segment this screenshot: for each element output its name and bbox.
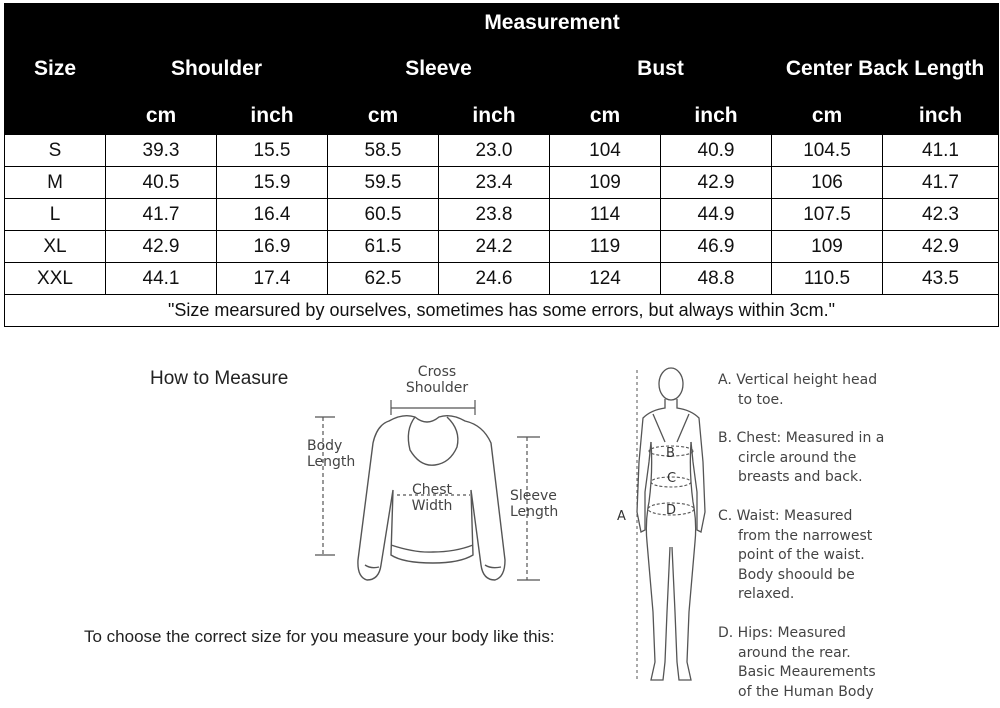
legend-line: around the rear. <box>738 644 851 661</box>
measurement-header: Measurement <box>106 4 999 42</box>
size-rows <box>5 135 999 295</box>
legend-line: of the Human Body <box>738 683 874 700</box>
measurement-cell: 62.5 <box>328 263 439 295</box>
marker-d: D <box>666 503 677 518</box>
unit-header: cm <box>550 97 661 135</box>
measurement-cell: 42.3 <box>883 199 999 231</box>
unit-header: cm <box>106 97 217 135</box>
unit-header: cm <box>772 97 883 135</box>
cross-shoulder-label <box>402 364 472 396</box>
group-header-bust: Bust <box>550 42 772 97</box>
table-row <box>5 199 999 231</box>
measurement-cell: 60.5 <box>328 199 439 231</box>
legend-line: Basic Meaurements <box>738 664 876 680</box>
measurement-cell: 41.7 <box>883 167 999 199</box>
unit-header: cm <box>328 97 439 135</box>
sleeve-length-label-line: Sleeve <box>510 488 557 504</box>
unit-header: inch <box>661 97 772 135</box>
measurement-cell: 17.4 <box>217 263 328 295</box>
legend-line: circle around the <box>738 449 857 466</box>
measurement-cell: 24.2 <box>439 231 550 263</box>
chest-width-label-line: Width <box>411 498 453 514</box>
unit-header: inch <box>439 97 550 135</box>
legend-line: A. Vertical height head <box>718 372 878 388</box>
size-label-cell: L <box>5 199 106 231</box>
measurement-cell: 124 <box>550 263 661 295</box>
size-chart-table <box>4 3 999 327</box>
measurement-cell: 15.9 <box>217 167 328 199</box>
measurement-cell: 41.1 <box>883 135 999 167</box>
sleeve-length-label <box>510 488 558 520</box>
legend-a <box>718 371 877 410</box>
group-header-shoulder: Shoulder <box>106 42 328 97</box>
legend-line: to toe. <box>738 391 784 408</box>
table-row <box>5 231 999 263</box>
measurement-cell: 104.5 <box>772 135 883 167</box>
measurement-cell: 42.9 <box>883 231 999 263</box>
unit-header: inch <box>883 97 999 135</box>
measurement-cell: 58.5 <box>328 135 439 167</box>
measurement-cell: 109 <box>550 167 661 199</box>
measurement-cell: 46.9 <box>661 231 772 263</box>
measurement-cell: 107.5 <box>772 199 883 231</box>
cross-shoulder-label-line: Cross <box>417 364 457 380</box>
body-length-label-line: Length <box>307 454 356 470</box>
measurement-note: "Size mearsured by ourselves, sometimes has some errors, but always within 3cm." <box>5 295 999 327</box>
group-header-center-back-length: Center Back Length <box>772 42 999 97</box>
legend-line: Body shoould be <box>738 566 855 583</box>
measurement-cell: 106 <box>772 167 883 199</box>
cross-shoulder-label-line: Shoulder <box>405 380 469 396</box>
measurement-cell: 42.9 <box>106 231 217 263</box>
legend-line: C. Waist: Measured <box>718 508 853 524</box>
unit-header: inch <box>217 97 328 135</box>
measurement-cell: 40.5 <box>106 167 217 199</box>
legend-c <box>718 507 872 605</box>
measurement-cell: 42.9 <box>661 167 772 199</box>
legend-line: breasts and back. <box>738 469 863 485</box>
measurement-cell: 59.5 <box>328 167 439 199</box>
measurement-cell: 104 <box>550 135 661 167</box>
measurement-cell: 61.5 <box>328 231 439 263</box>
body-length-label-line: Body <box>307 438 343 454</box>
measurement-cell: 44.9 <box>661 199 772 231</box>
instruction-text: To choose the correct size for you measure your body like this: <box>84 627 555 646</box>
legend-d <box>718 624 876 702</box>
marker-a: A <box>617 509 626 524</box>
measurement-cell: 114 <box>550 199 661 231</box>
marker-b: B <box>666 446 675 461</box>
table-row <box>5 135 999 167</box>
measurement-cell: 48.8 <box>661 263 772 295</box>
body-length-label <box>307 438 355 470</box>
measurement-cell: 110.5 <box>772 263 883 295</box>
chest-width-label-line: Chest <box>411 482 453 498</box>
size-label-cell: S <box>5 135 106 167</box>
measurement-cell: 16.4 <box>217 199 328 231</box>
human-body-diagram <box>615 362 715 692</box>
measurement-cell: 44.1 <box>106 263 217 295</box>
legend-line: point of the waist. <box>738 547 865 563</box>
measurement-cell: 41.7 <box>106 199 217 231</box>
size-label-cell: XXL <box>5 263 106 295</box>
measurement-cell: 39.3 <box>106 135 217 167</box>
measurement-cell: 119 <box>550 231 661 263</box>
legend-line: D. Hips: Measured <box>718 625 846 641</box>
measurement-cell: 15.5 <box>217 135 328 167</box>
sleeve-length-label-line: Length <box>510 504 559 520</box>
size-label-cell: M <box>5 167 106 199</box>
how-to-measure-title: How to Measure <box>150 368 289 389</box>
measurement-cell: 23.8 <box>439 199 550 231</box>
measurement-cell: 40.9 <box>661 135 772 167</box>
measurement-cell: 23.0 <box>439 135 550 167</box>
size-header: Size <box>5 4 106 135</box>
measurement-cell: 24.6 <box>439 263 550 295</box>
measurement-cell: 43.5 <box>883 263 999 295</box>
chest-width-label <box>406 482 458 514</box>
legend-line: B. Chest: Measured in a <box>718 430 885 446</box>
legend-b <box>718 429 884 488</box>
legend-line: from the narrowest <box>738 527 873 544</box>
marker-c: C <box>667 471 677 486</box>
measurement-cell: 16.9 <box>217 231 328 263</box>
legend-line: relaxed. <box>738 586 795 602</box>
table-row <box>5 263 999 295</box>
measurement-cell: 23.4 <box>439 167 550 199</box>
measurement-cell: 109 <box>772 231 883 263</box>
size-label-cell: XL <box>5 231 106 263</box>
group-header-sleeve: Sleeve <box>328 42 550 97</box>
table-row <box>5 167 999 199</box>
